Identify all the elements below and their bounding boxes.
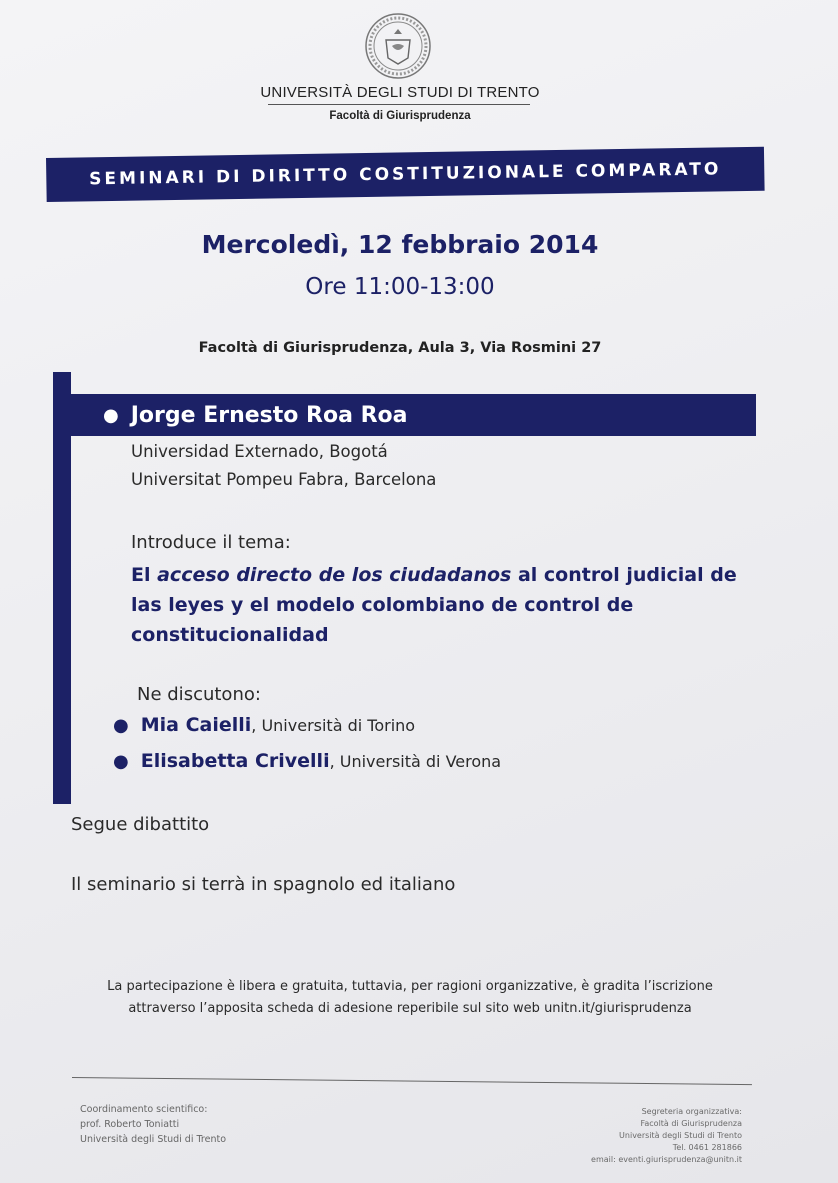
series-banner bbox=[46, 147, 765, 202]
coordination-line: prof. Roberto Toniatti bbox=[80, 1119, 180, 1130]
discussants-label: Ne discutono: bbox=[137, 684, 261, 705]
secretariat-line: Facoltà di Giurisprudenza bbox=[640, 1119, 742, 1128]
speaker-bar bbox=[53, 394, 756, 436]
event-date: Mercoledì, 12 febbraio 2014 bbox=[201, 230, 599, 259]
language-note: Il seminario si terrà in spagnolo ed italiano bbox=[71, 874, 456, 895]
secretariat-block bbox=[591, 1106, 742, 1166]
coordination-line: Università degli Studi di Trento bbox=[80, 1134, 227, 1145]
discussant-institution: , Università di Torino bbox=[251, 716, 416, 735]
secretariat-line: Segreteria organizzativa: bbox=[641, 1107, 742, 1116]
secretariat-line: Tel. 0461 281866 bbox=[672, 1143, 742, 1152]
discussant-name: Mia Caielli bbox=[140, 714, 252, 736]
topic-title bbox=[131, 560, 751, 650]
secretariat-line: Università degli Studi di Trento bbox=[619, 1131, 742, 1140]
topic-intro: Introduce il tema: bbox=[131, 532, 291, 553]
discussant-institution: , Università di Verona bbox=[329, 752, 502, 771]
bullet-icon: ● bbox=[103, 404, 119, 426]
footer-divider bbox=[72, 1077, 752, 1085]
header-divider bbox=[268, 104, 530, 105]
topic-prefix: El bbox=[131, 564, 158, 586]
coordination-line: Coordinamento scientifico: bbox=[80, 1104, 208, 1115]
speaker-affiliation: Universitat Pompeu Fabra, Barcelona bbox=[131, 470, 437, 489]
speaker-affiliation: Universidad Externado, Bogotá bbox=[131, 442, 388, 461]
series-title: SEMINARI DI DIRITTO COSTITUZIONALE COMPARATO bbox=[89, 159, 722, 190]
bullet-icon: ● bbox=[113, 751, 129, 772]
topic-emphasis: acceso directo de los ciudadanos bbox=[157, 564, 512, 586]
event-venue: Facoltà di Giurisprudenza, Aula 3, Via Rosmini 27 bbox=[198, 340, 602, 356]
secretariat-email: email: eventi.giurisprudenza@unitn.it bbox=[591, 1155, 742, 1164]
bullet-icon: ● bbox=[113, 715, 129, 736]
event-time: Ore 11:00-13:00 bbox=[305, 274, 495, 300]
university-seal-icon bbox=[364, 12, 432, 80]
faculty-name: Facoltà di Giurisprudenza bbox=[329, 110, 471, 122]
follow-up-note: Segue dibattito bbox=[71, 814, 210, 835]
discussant-item bbox=[113, 714, 415, 736]
discussant-item bbox=[113, 750, 501, 772]
university-name: UNIVERSITÀ DEGLI STUDI DI TRENTO bbox=[260, 84, 540, 101]
discussant-name: Elisabetta Crivelli bbox=[140, 750, 330, 772]
speaker-name: Jorge Ernesto Roa Roa bbox=[130, 402, 408, 428]
coordination-block bbox=[80, 1102, 226, 1147]
registration-line: La partecipazione è libera e gratuita, tuttavia, per ragioni organizzative, è gradita l’iscrizione bbox=[107, 979, 713, 994]
topic-rest: al control judicial de las leyes y el modelo colombiano de control de constitucionalidad bbox=[131, 564, 737, 646]
registration-note bbox=[90, 976, 730, 1020]
registration-line: attraverso l’apposita scheda di adesione reperibile sul sito web unitn.it/giurisprudenza bbox=[128, 1001, 692, 1016]
accent-vertical-bar bbox=[53, 372, 71, 804]
